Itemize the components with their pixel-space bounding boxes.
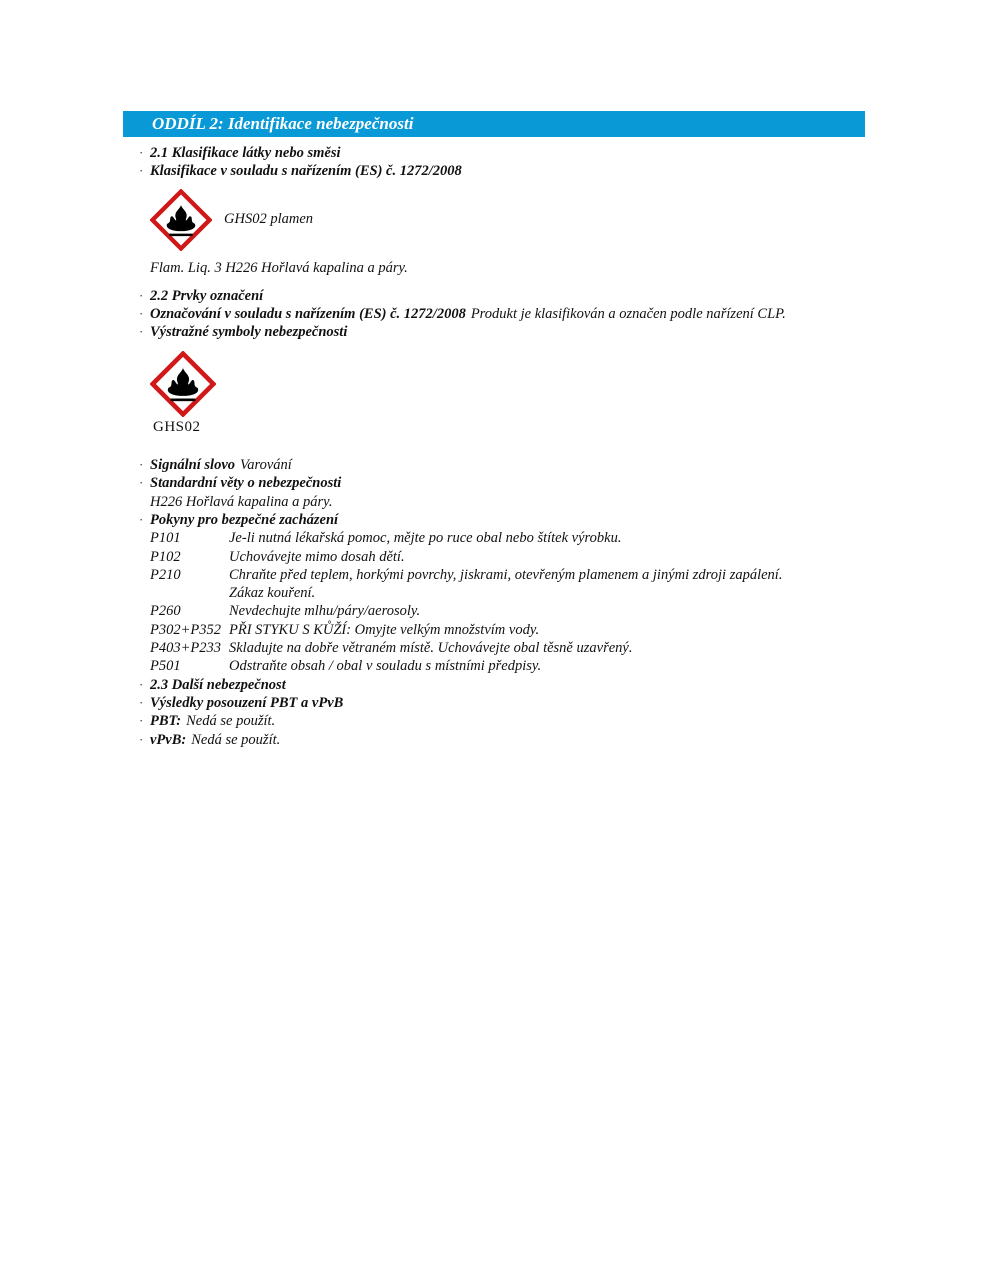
bullet-spacer bbox=[139, 259, 150, 277]
bullet-dot: · bbox=[139, 287, 144, 303]
bullet-spacer bbox=[139, 493, 150, 511]
labeling-text-wrap bbox=[150, 305, 786, 323]
pictogram-block bbox=[150, 351, 881, 436]
pbt-wrap bbox=[150, 712, 275, 730]
labeling-value: Produkt je klasifikován a označen podle nařízení CLP. bbox=[470, 306, 786, 323]
bullet-dot: · bbox=[139, 731, 144, 747]
classification-text: Flam. Liq. 3 H226 Hořlavá kapalina a páry. bbox=[150, 259, 408, 276]
precaution-code: P302+P352 bbox=[150, 621, 221, 638]
pbt-results-heading-text: Výsledky posouzení PBT a vPvB bbox=[150, 694, 344, 711]
symbols-heading-line bbox=[139, 323, 881, 341]
bullet-dot: · bbox=[139, 694, 144, 710]
heading-2-3 bbox=[139, 676, 881, 694]
precaution-row bbox=[139, 566, 881, 584]
precaution-code bbox=[150, 584, 229, 602]
bullet-dot: · bbox=[139, 145, 144, 160]
pictogram-caption: GHS02 bbox=[153, 418, 201, 435]
heading-2-2-text: 2.2 Prvky označení bbox=[150, 287, 264, 304]
precaution-text: PŘI STYKU S KŮŽÍ: Omyjte velkým množstvím vody. bbox=[229, 621, 540, 638]
precaution-heading-text: Pokyny pro bezpečné zacházení bbox=[150, 511, 339, 528]
subheading-classification-text: Klasifikace v souladu s nařízením (ES) č. 1272/2008 bbox=[150, 163, 462, 180]
ghs02-flame-pictogram-icon bbox=[150, 189, 212, 251]
precaution-text: Je-li nutná lékařská pomoc, mějte po ruce obal nebo štítek výrobku. bbox=[229, 530, 622, 547]
hazard-heading-text: Standardní věty o nebezpečnosti bbox=[150, 475, 342, 492]
vpvb-wrap bbox=[150, 731, 280, 749]
precaution-text: Chraňte před teplem, horkými povrchy, jiskrami, otevřeným plamenem a jinými zdroji zapálení. bbox=[229, 566, 783, 583]
bullet-dot: · bbox=[139, 713, 144, 729]
signal-word-wrap bbox=[150, 456, 292, 474]
hazard-heading-line bbox=[139, 474, 881, 492]
precaution-row bbox=[139, 548, 881, 566]
vpvb-label: vPvB: bbox=[150, 731, 187, 748]
precaution-heading-line bbox=[139, 511, 881, 529]
labeling-label: Označování v souladu s nařízením (ES) č. 1272/2008 bbox=[150, 306, 466, 323]
hazard-statement-line bbox=[139, 493, 881, 511]
symbols-heading-text: Výstražné symboly nebezpečnosti bbox=[150, 324, 348, 341]
heading-2-1-text: 2.1 Klasifikace látky nebo směsi bbox=[150, 145, 341, 161]
precaution-row bbox=[139, 639, 881, 657]
precaution-text: Zákaz kouření. bbox=[229, 585, 316, 602]
pictogram-row bbox=[150, 189, 881, 251]
heading-2-3-text: 2.3 Další nebezpečnost bbox=[150, 676, 286, 693]
classification-line bbox=[139, 259, 881, 277]
vpvb-value: Nedá se použít. bbox=[191, 731, 281, 748]
signal-word-line bbox=[139, 456, 881, 474]
labeling-line bbox=[139, 305, 881, 323]
precaution-code: P501 bbox=[150, 658, 181, 675]
bullet-dot: · bbox=[139, 324, 144, 340]
bullet-dot: · bbox=[139, 511, 144, 527]
precaution-text: Nevdechujte mlhu/páry/aerosoly. bbox=[229, 603, 421, 620]
bullet-dot: · bbox=[139, 676, 144, 692]
subheading-classification bbox=[139, 162, 881, 180]
bullet-dot: · bbox=[139, 475, 144, 491]
precaution-text: Skladujte na dobře větraném místě. Uchovávejte obal těsně uzavřený. bbox=[229, 640, 633, 657]
signal-word-label: Signální slovo bbox=[150, 457, 236, 474]
precaution-row bbox=[139, 621, 881, 639]
precaution-row bbox=[139, 602, 881, 620]
document-body bbox=[139, 144, 881, 749]
heading-2-1 bbox=[139, 144, 881, 162]
precaution-row-continuation bbox=[139, 584, 881, 602]
pbt-value: Nedá se použít. bbox=[186, 713, 276, 730]
precaution-code: P102 bbox=[150, 548, 181, 565]
section-header-bar bbox=[123, 111, 865, 137]
vpvb-line bbox=[139, 731, 881, 749]
precaution-text: Odstraňte obsah / obal v souladu s místními předpisy. bbox=[229, 658, 542, 675]
bullet-dot: · bbox=[139, 306, 144, 322]
pbt-label: PBT: bbox=[150, 713, 182, 730]
hazard-statement-text: H226 Hořlavá kapalina a páry. bbox=[150, 493, 333, 510]
precaution-code: P101 bbox=[150, 530, 181, 547]
section-title: ODDÍL 2: Identifikace nebezpečnosti bbox=[152, 114, 414, 133]
bullet-dot: · bbox=[139, 163, 144, 179]
bullet-dot: · bbox=[139, 457, 144, 473]
ghs02-flame-pictogram-icon bbox=[150, 351, 216, 417]
precaution-code: P403+P233 bbox=[150, 640, 221, 657]
pbt-line bbox=[139, 712, 881, 730]
precaution-code: P210 bbox=[150, 566, 181, 583]
heading-2-2 bbox=[139, 287, 881, 305]
signal-word-value: Varování bbox=[240, 457, 292, 474]
pbt-results-heading-line bbox=[139, 694, 881, 712]
precaution-row bbox=[139, 657, 881, 675]
precaution-text: Uchovávejte mimo dosah dětí. bbox=[229, 548, 405, 565]
pictogram-label: GHS02 plamen bbox=[224, 211, 314, 228]
precaution-code: P260 bbox=[150, 603, 181, 620]
precaution-row bbox=[139, 529, 881, 547]
